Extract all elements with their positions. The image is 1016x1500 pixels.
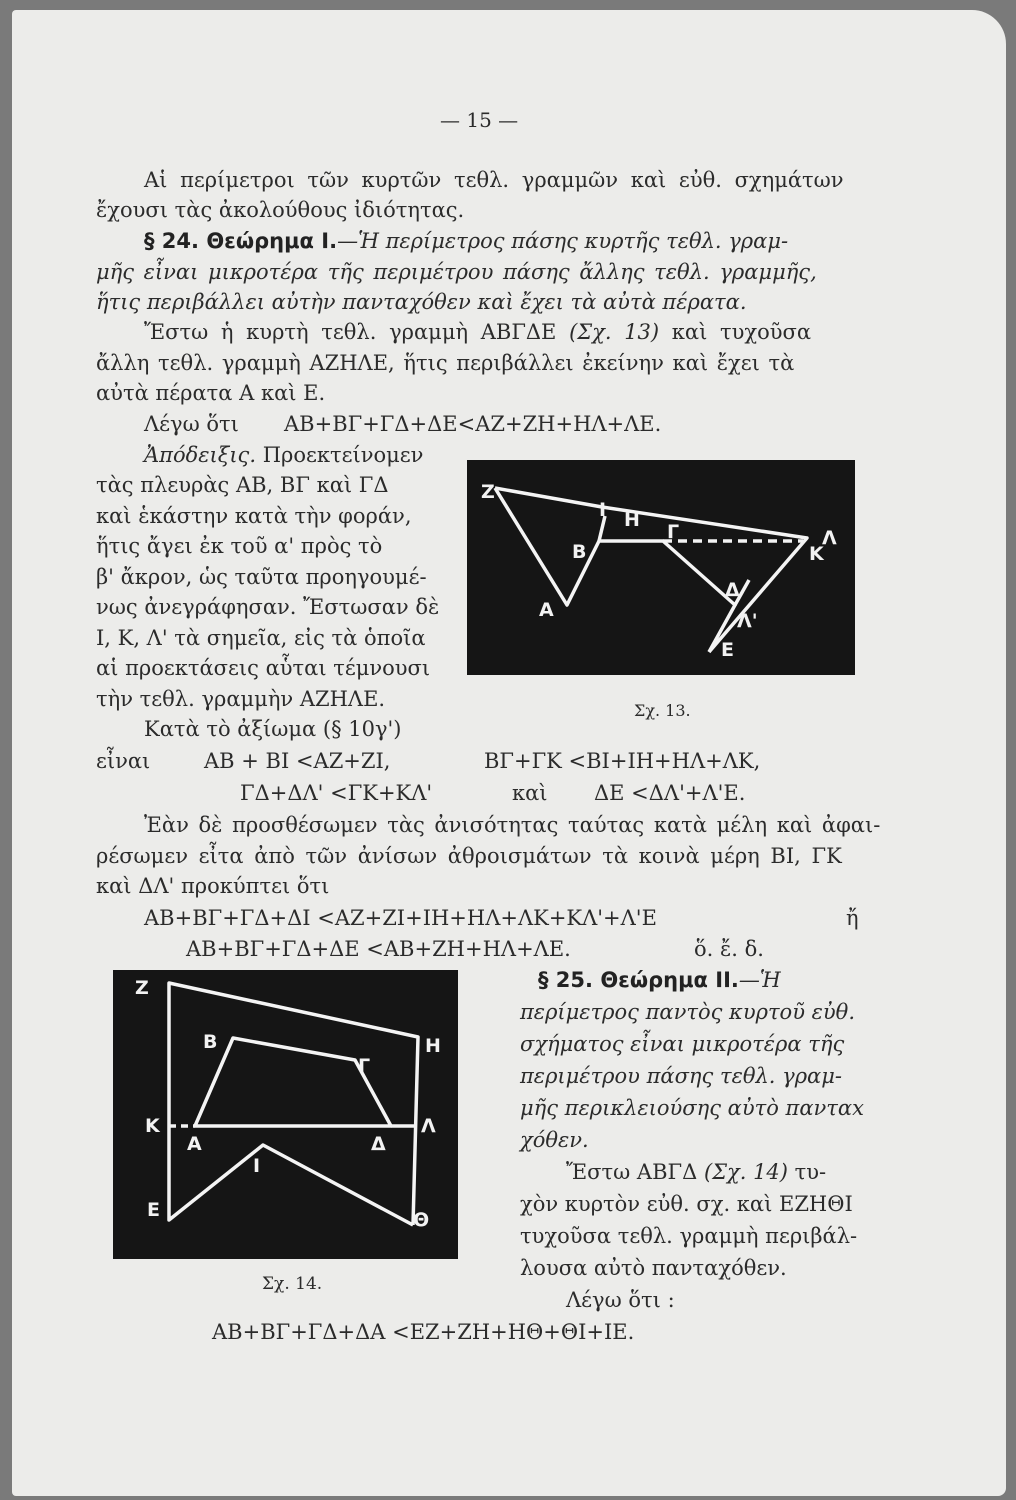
theorem1-statement-line-2: μῆς εἶναι μικροτέρα τῆς περιμέτρου πάσης ἄλλης τεθλ. γραμμῆς, bbox=[96, 260, 817, 284]
figure13-label: A bbox=[539, 599, 554, 621]
theorem2-given-line-3: τυχοῦσα τεθλ. γραμμὴ περιβάλ- bbox=[520, 1224, 858, 1248]
inequality-3: ΓΔ+ΔΛ' <ΓΚ+ΚΛ' bbox=[240, 781, 433, 805]
figure14-label: Θ bbox=[413, 1209, 430, 1231]
figure-14-drawing bbox=[113, 970, 458, 1259]
figure13-label: Δ bbox=[725, 579, 740, 601]
theorem1-statement-line-3: ἥτις περιβάλλει αὐτὴν πανταχόθεν καὶ ἔχει τὰ αὐτὰ πέρατα. bbox=[96, 290, 747, 314]
einai-label: εἶναι bbox=[96, 749, 151, 773]
figure13-reference: (Σχ. 13) bbox=[569, 320, 660, 344]
proof-line-1 bbox=[144, 445, 423, 466]
theorem1-given-end: καὶ τυχοῦσα bbox=[671, 320, 812, 344]
figure13-label: Z bbox=[481, 481, 495, 503]
theorem2-statement-line-4: περιμέτρου πάσης τεθλ. γραμ- bbox=[520, 1064, 842, 1088]
inequality-4: ΔΕ <ΔΛ'+Λ'Ε. bbox=[594, 781, 746, 805]
figure14-label: Γ bbox=[358, 1055, 371, 1077]
addition-line-1: Ἐὰν δὲ προσθέσωμεν τὰς ἀνισότητας ταύτας κατὰ μέλη καὶ ἀφαι- bbox=[144, 813, 881, 837]
theorem2-given-line-4: λουσα αὐτὸ πανταχόθεν. bbox=[520, 1256, 787, 1280]
theorem2-statement-line-2: περίμετρος παντὸς κυρτοῦ εὐθ. bbox=[520, 1000, 855, 1024]
page-number: — 15 — bbox=[440, 108, 519, 132]
figure14-label: K bbox=[145, 1115, 160, 1137]
figure13-caption: Σχ. 13. bbox=[634, 701, 691, 720]
figure13-convex-line bbox=[495, 488, 735, 652]
theorem2-given-line-2: χὸν κυρτὸν εὐθ. σχ. καὶ ΕΖΗΘΙ bbox=[520, 1192, 853, 1216]
proof-line-9: τὴν τεθλ. γραμμὴν ΑΖΗΛΕ. bbox=[96, 687, 386, 711]
theorem1-heading: § 24. Θεώρημα Ι. bbox=[144, 229, 338, 253]
figure14-label: Λ bbox=[421, 1115, 436, 1137]
figure14-label: E bbox=[147, 1199, 160, 1221]
theorem2-statement-line-5: μῆς περικλειούσης αὐτὸ πανταx bbox=[520, 1096, 864, 1120]
figure-13 bbox=[467, 460, 855, 675]
proof-line-6: νως ἀνεγράφησαν. Ἔστωσαν δὲ bbox=[96, 595, 440, 619]
figure13-enclosing-line bbox=[495, 488, 807, 652]
theorem1-claim-label: Λέγω ὅτι bbox=[144, 412, 239, 436]
figure-14 bbox=[113, 970, 458, 1259]
figure-13-drawing bbox=[467, 460, 855, 675]
theorem2-heading-line bbox=[538, 970, 781, 991]
theorem2-statement-line-3: σχήματος εἶναι μικροτέρα τῆς bbox=[520, 1032, 845, 1056]
theorem2-claim: ΑΒ+ΒΓ+ΓΔ+ΔΑ <ΕΖ+ΖΗ+ΗΘ+ΘΙ+ΙΕ. bbox=[212, 1320, 635, 1344]
figure14-convex-figure bbox=[195, 1038, 391, 1126]
figure14-reference: (Σχ. 14) bbox=[703, 1160, 788, 1184]
figure13-label: Λ bbox=[822, 527, 837, 549]
figure14-label: B bbox=[203, 1031, 218, 1053]
proof-line-5: β' ἄκρον, ὡς ταῦτα προηγουμέ- bbox=[96, 565, 427, 589]
theorem2-statement-line-6: χόθεν. bbox=[520, 1128, 589, 1152]
proof-line-7: Ι, Κ, Λ' τὰ σημεῖα, εἰς τὰ ὁποῖα bbox=[96, 626, 426, 650]
figure13-label: B bbox=[572, 541, 587, 563]
figure13-label: H bbox=[624, 509, 640, 531]
proof-text-start: Προεκτείνομεν bbox=[262, 443, 424, 467]
figure14-label: Δ bbox=[371, 1133, 386, 1155]
proof-line-8: αἱ προεκτάσεις αὗται τέμνουσι bbox=[96, 656, 431, 680]
sum-line-2: ΑΒ+ΒΓ+ΓΔ+ΔΕ <ΑΒ+ΖΗ+ΗΛ+ΛΕ. bbox=[186, 937, 571, 961]
figure13-label: Γ bbox=[667, 521, 680, 543]
theorem2-given-text: Ἔστω ΑΒΓΔ bbox=[566, 1160, 698, 1184]
intro-line-1: Αἱ περίμετροι τῶν κυρτῶν τεθλ. γραμμῶν καὶ εὐθ. σχημάτων bbox=[144, 168, 844, 192]
proof-line-2: τὰς πλευρὰς ΑΒ, ΒΓ καὶ ΓΔ bbox=[96, 473, 389, 497]
theorem2-claim-label: Λέγω ὅτι : bbox=[566, 1288, 675, 1312]
inequality-2: ΒΓ+ΓΚ <ΒΙ+ΙΗ+ΗΛ+ΛΚ, bbox=[484, 749, 761, 773]
addition-line-2: ρέσωμεν εἶτα ἀπὸ τῶν ἀνίσων ἀθροισμάτων τὰ κοινὰ μέρη ΒΙ, ΓΚ bbox=[96, 844, 842, 868]
figure14-label: H bbox=[425, 1035, 441, 1057]
kai-label: καὶ bbox=[512, 781, 548, 805]
figure14-caption: Σχ. 14. bbox=[262, 1274, 323, 1294]
figure14-label: Z bbox=[135, 977, 149, 999]
figure13-label: K bbox=[809, 543, 824, 565]
theorem1-given-line-3: αὐτὰ πέρατα Α καὶ Ε. bbox=[96, 381, 326, 405]
proof-line-3: καὶ ἑκάστην κατὰ τὴν φοράν, bbox=[96, 504, 412, 528]
theorem2-statement-start: —Ἡ bbox=[738, 968, 781, 992]
proof-line-4: ἥτις ἄγει ἐκ τοῦ α' πρὸς τὸ bbox=[96, 534, 383, 558]
theorem1-given-line-2: ἄλλη τεθλ. γραμμὴ ΑΖΗΛΕ, ἥτις περιβάλλει ἐκείνην καὶ ἔχει τὰ bbox=[96, 351, 795, 375]
theorem2-given-line-1 bbox=[566, 1162, 826, 1183]
figure13-label: Λ' bbox=[737, 610, 758, 632]
sum-line-1: ΑΒ+ΒΓ+ΓΔ+ΔΙ <ΑΖ+ΖΙ+ΙΗ+ΗΛ+ΛΚ+ΚΛ'+Λ'Ε bbox=[144, 906, 657, 930]
figure14-label: A bbox=[187, 1133, 202, 1155]
proof-label: Ἀπόδειξις. bbox=[144, 443, 256, 467]
theorem1-given-line-1 bbox=[144, 322, 811, 343]
theorem1-statement-start: —Ἡ περίμετρος πάσης κυρτῆς τεθλ. γραμ- bbox=[337, 229, 789, 253]
qed: ὅ. ἔ. δ. bbox=[694, 937, 764, 961]
theorem1-claim: ΑΒ+ΒΓ+ΓΔ+ΔΕ<ΑΖ+ΖΗ+ΗΛ+ΛΕ. bbox=[284, 412, 662, 436]
or-label: ἤ bbox=[846, 906, 859, 930]
axiom-line: Κατὰ τὸ ἀξίωμα (§ 10γ') bbox=[144, 717, 402, 741]
addition-line-3: καὶ ΔΛ' προκύπτει ὅτι bbox=[96, 874, 330, 898]
inequality-1: ΑΒ + ΒΙ <ΑΖ+ΖΙ, bbox=[204, 749, 391, 773]
theorem2-heading: § 25. Θεώρημα ΙΙ. bbox=[538, 968, 739, 992]
theorem1-given-text: Ἔστω ἡ κυρτὴ τεθλ. γραμμὴ ΑΒΓΔΕ bbox=[144, 320, 557, 344]
intro-line-2: ἔχουσι τὰς ἀκολούθους ἰδιότητας. bbox=[96, 198, 465, 222]
theorem1-statement-line-1 bbox=[144, 231, 788, 252]
theorem2-given-end: τυ- bbox=[794, 1160, 827, 1184]
figure13-label: I bbox=[599, 499, 607, 521]
figure14-label: I bbox=[253, 1155, 261, 1177]
figure13-label: E bbox=[721, 639, 734, 661]
